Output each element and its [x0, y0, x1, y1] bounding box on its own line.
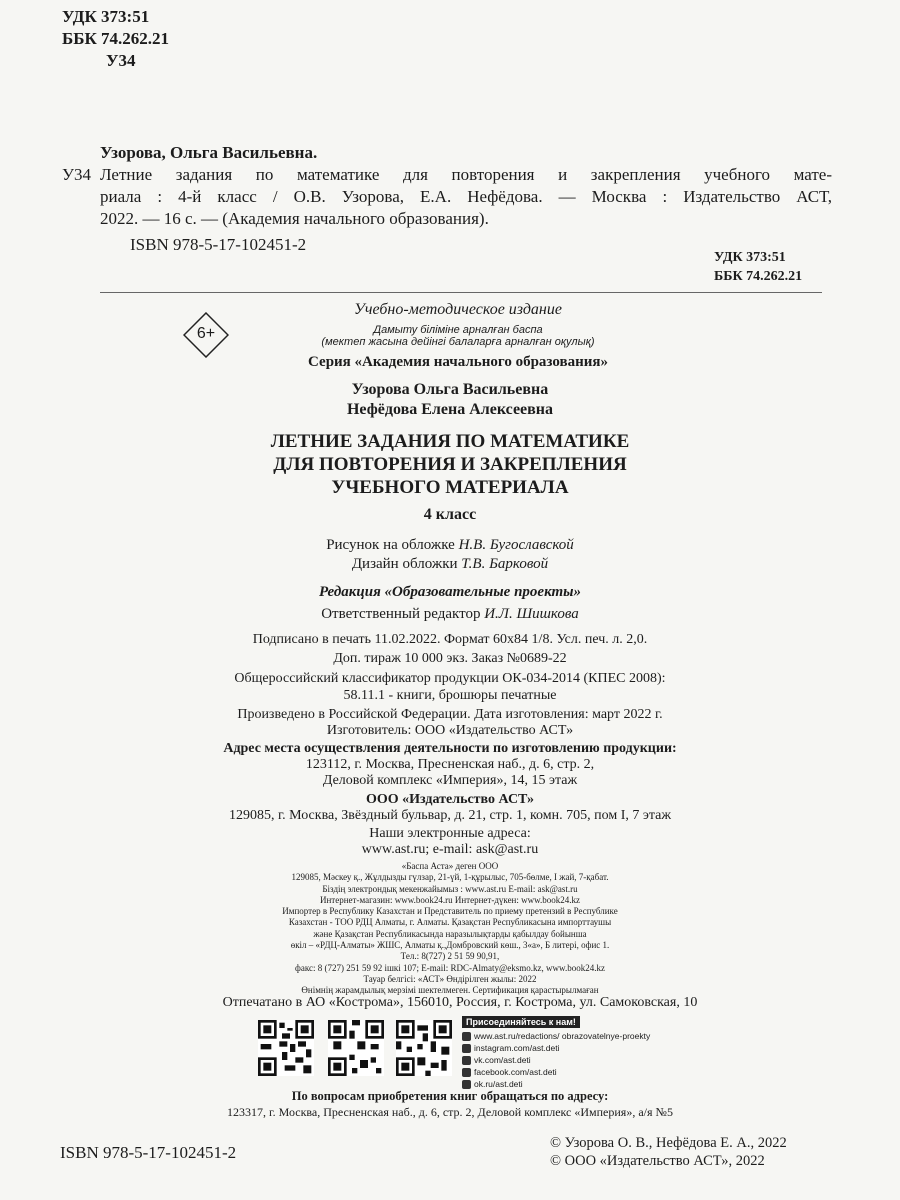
qr-code-icon — [396, 1020, 452, 1076]
ok-icon — [462, 1080, 471, 1089]
author-2: Нефёдова Елена Алексеевна — [346, 401, 554, 418]
kz-line: Импортер в Республику Казахстан и Представитель по приему претензий в Республике — [282, 906, 618, 917]
social-link-text: facebook.com/ast.deti — [474, 1067, 557, 1077]
cover-art-name: Н.В. Бугославской — [458, 537, 574, 553]
kz-line: Тауар белгісі: «АСТ» Өндірілген жылы: 2022 — [363, 973, 537, 984]
kz-line: Біздің электрондық мекенжайымыз : www.ast.ru E-mail: ask@ast.ru — [322, 883, 578, 894]
publisher-address: 129085, г. Москва, Звёздный бульвар, д. 21, стр. 1, комн. 705, пом I, 7 этаж — [228, 808, 672, 823]
social-link-text: instagram.com/ast.deti — [474, 1043, 560, 1053]
address-line-2: Деловой комплекс «Империя», 14, 15 этаж — [322, 773, 578, 788]
printed-at: Отпечатано в АО «Кострома», 156010, Россия, г. Кострома, ул. Самоковская, 10 — [222, 995, 698, 1010]
web-icon — [462, 1032, 471, 1041]
classifier-line-1: Общероссийский классификатор продукции ОК-034-2014 (КПЕС 2008): — [234, 671, 666, 686]
age-rating-text: 6+ — [196, 325, 216, 342]
bottom-isbn: ISBN 978-5-17-102451-2 — [60, 1143, 237, 1162]
biblio-line-3: 2022. — 16 с. — (Академия начального образования). — [100, 209, 489, 228]
qr-code-icon — [328, 1020, 384, 1076]
print-line-2: Доп. тираж 10 000 экз. Заказ №0689-22 — [333, 651, 567, 666]
kazakh-line-2: (мектеп жасына дейінгі балаларға арналған оқулық) — [321, 336, 595, 348]
biblio-line-2: риала : 4-й класс / О.В. Узорова, Е.А. Нефёдова. — Москва : Издательство АСТ, — [100, 187, 832, 206]
cover-art-label: Рисунок на обложке — [326, 537, 455, 553]
social-link-text: vk.com/ast.deti — [474, 1055, 531, 1065]
kz-line: Тел.: 8(727) 2 51 59 90,91, — [400, 951, 500, 962]
kz-line: Өнімнің жарамдылық мерзімі шектелмеген. Сертификация қарастырылмаған — [301, 985, 599, 996]
purchase-heading: По вопросам приобретения книг обращаться по адресу: — [291, 1089, 609, 1103]
cover-art-credit — [0, 537, 900, 554]
biblio-code: У34 — [62, 165, 92, 184]
bbk-code: ББК 74.262.21 — [62, 29, 170, 48]
bibliographic-record — [62, 142, 832, 256]
copyright-block — [550, 1134, 787, 1170]
purchase-address: 123317, г. Москва, Пресненская наб., д. 6, стр. 2, Деловой комплекс «Империя», а/я №5 — [227, 1105, 673, 1119]
copyright-publisher: © ООО «Издательство АСТ», 2022 — [550, 1153, 765, 1169]
edition-type: Учебно-методическое издание — [354, 301, 562, 318]
made-line-2: Изготовитель: ООО «Издательство АСТ» — [326, 723, 574, 738]
editor-label: Ответственный редактор — [321, 606, 481, 622]
author-1: Узорова Ольга Васильевна — [351, 381, 549, 398]
kz-line: «Баспа Аста» деген ООО — [401, 861, 499, 871]
classifier-line-2: 58.11.1 - книги, брошюры печатные — [343, 688, 557, 703]
instagram-icon — [462, 1044, 471, 1053]
right-udc: УДК 373:51 — [714, 250, 786, 265]
social-link[interactable] — [462, 1054, 702, 1066]
social-link[interactable] — [462, 1066, 702, 1078]
kazakh-line-1: Дамыту біліміне арналған баспа — [373, 324, 543, 336]
cover-design-credit — [0, 556, 900, 573]
kz-line: және Қазақстан Республикасында наразылықтарды қабылдау бойынша — [313, 928, 587, 939]
right-classification-codes — [714, 248, 802, 286]
address-line-1: 123112, г. Москва, Пресненская наб., д. 6, стр. 2, — [305, 757, 595, 772]
kz-line: өкіл – «РДЦ-Алматы» ЖШС, Алматы қ.,Домбровский көш., 3«а», Б литері, офис 1. — [290, 940, 610, 951]
kz-line: 129085, Мәскеу қ., Жұлдызды гүлзар, 21-үй, 1-құрылыс, 705-бөлме, I жай, 7-қабат. — [291, 872, 609, 883]
print-line-1: Подписано в печать 11.02.2022. Формат 60x84 1/8. Усл. печ. л. 2,0. — [252, 632, 648, 647]
classification-codes — [62, 6, 169, 72]
facebook-icon — [462, 1068, 471, 1077]
web-heading: Наши электронные адреса: — [369, 826, 531, 841]
made-line-1: Произведено в Российской Федерации. Дата изготовления: март 2022 г. — [237, 707, 663, 722]
qr-code-icon — [258, 1020, 314, 1076]
kazakh-imprint-block — [0, 861, 900, 997]
publisher-name: ООО «Издательство АСТ» — [365, 792, 535, 807]
cover-design-name: Т.В. Барковой — [461, 556, 549, 572]
udc-code: УДК 373:51 — [62, 7, 150, 26]
social-link-text: ok.ru/ast.deti — [474, 1079, 523, 1089]
cover-design-label: Дизайн обложки — [351, 556, 458, 572]
title-line-2: ДЛЯ ПОВТОРЕНИЯ И ЗАКРЕПЛЕНИЯ — [273, 454, 627, 475]
editorial-office: Редакция «Образовательные проекты» — [318, 584, 582, 600]
series-name: Серия «Академия начального образования» — [308, 354, 608, 370]
kz-line: факс: 8 (727) 251 59 92 ішкі 107; E-mail: RDC-Almaty@eksmo.kz, www.book24.kz — [295, 962, 605, 973]
address-heading: Адрес места осуществления деятельности по изготовлению продукции: — [223, 741, 677, 756]
editor-name: И.Л. Шишкова — [484, 606, 579, 622]
editor-credit — [0, 606, 900, 623]
social-link-text: www.ast.ru/redactions/ obrazovatelnye-proekty — [474, 1031, 651, 1041]
kz-line: Казахстан - ТОО РДЦ Алматы, г. Алматы. Қазақстан Республикасына импорттаушы — [288, 917, 612, 928]
vk-icon — [462, 1056, 471, 1065]
divider-line — [100, 292, 822, 293]
title-line-3: УЧЕБНОГО МАТЕРИАЛА — [331, 477, 569, 498]
biblio-author: Узорова, Ольга Васильевна. — [100, 143, 318, 162]
biblio-isbn: ISBN 978-5-17-102451-2 — [130, 235, 307, 254]
author-mark: У34 — [106, 51, 136, 70]
right-bbk: ББК 74.262.21 — [714, 269, 803, 284]
social-link[interactable] — [462, 1042, 702, 1054]
copyright-authors: © Узорова О. В., Нефёдова Е. А., 2022 — [550, 1135, 787, 1151]
kz-line: Интернет-магазин: www.book24.ru Интернет-дүкен: www.book24.kz — [319, 894, 581, 905]
biblio-line-1: Летние задания по математике для повторения и закрепления учебного мате- — [100, 165, 832, 184]
social-links-block — [462, 1012, 702, 1090]
web-addresses: www.ast.ru; e-mail: ask@ast.ru — [361, 842, 539, 857]
join-us-badge: Присоединяйтесь к нам! — [462, 1016, 580, 1028]
grade: 4 класс — [423, 506, 477, 523]
title-line-1: ЛЕТНИЕ ЗАДАНИЯ ПО МАТЕМАТИКЕ — [270, 431, 630, 452]
social-link[interactable] — [462, 1030, 702, 1042]
